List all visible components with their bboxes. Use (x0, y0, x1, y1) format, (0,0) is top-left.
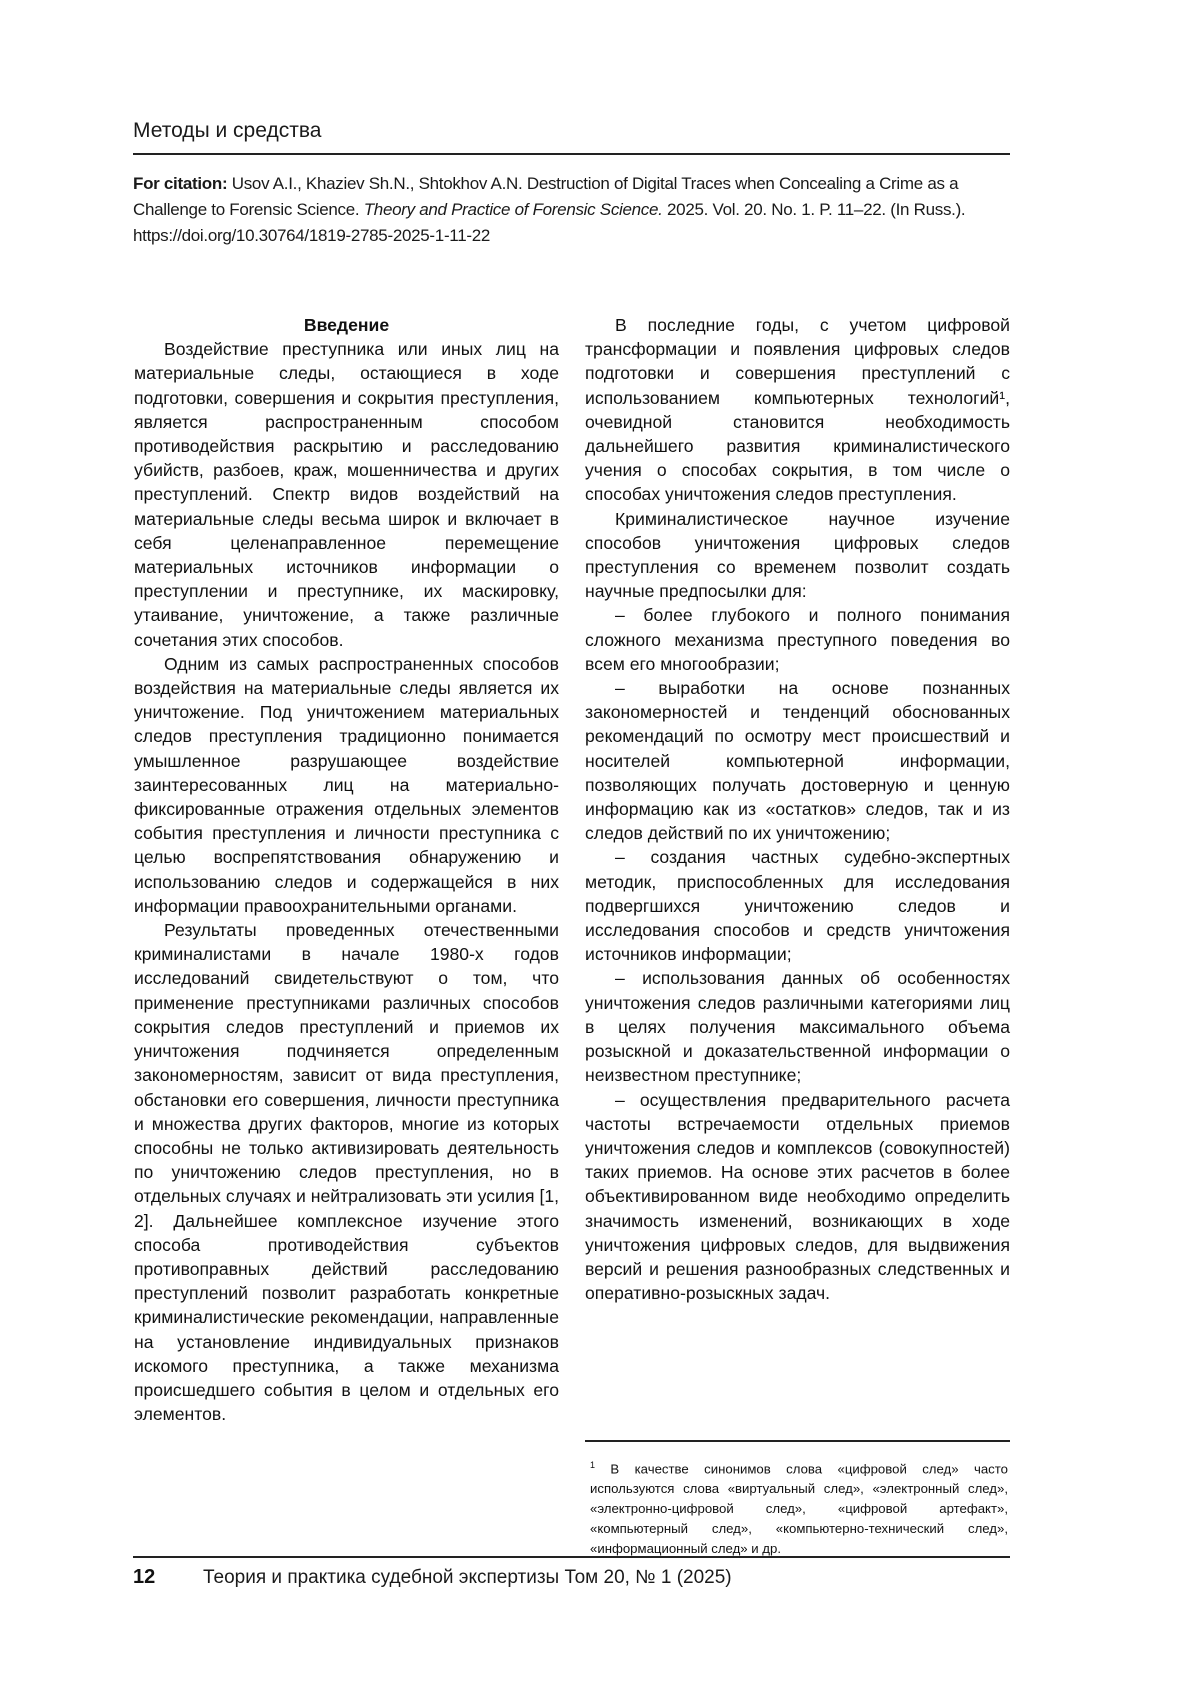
list-item: – более глубокого и полного понимания сложного механизма преступного поведения во всем его многообразии; (585, 605, 1010, 674)
citation-details: 2025. Vol. 20. No. 1. P. 11–22. (In Russ.). https://doi.org/10.30764/1819-2785-2025-1-11-22 (133, 200, 966, 245)
list-item: – осуществления предварительного расчета частоты встречаемости отдельных приемов уничтожения следов и комплексов (совокупностей) таких приемов. На основе этих расчетов в более объективированном виде необходимо определить значимость изменений, возникающих в ходе уничтожения цифровых следов, для выдвижения версий и решения разнообразных следственных и оперативно-розыскных задач. (585, 1089, 1010, 1304)
footnote-text: В качестве синонимов слова «цифровой след» часто используются слова «виртуальный след», «электронный след», «электронно-цифровой след», «цифровой артефакт», «компьютерный след», «компьютерно-технический след», «информационный след» и др. (590, 1461, 1008, 1557)
citation-journal: Theory and Practice of Forensic Science. (363, 200, 663, 219)
footnote-divider (585, 1440, 1010, 1442)
section-heading-introduction: Введение (303, 315, 390, 335)
left-column (134, 313, 559, 1426)
list-item: – создания частных судебно-экспертных методик, приспособленных для исследования подвергшихся уничтожению следов и исследования способов и средств уничтожения источников информации; (585, 847, 1010, 965)
page-number: 12 (133, 1566, 156, 1588)
footnote-mark: 1 (590, 1460, 596, 1470)
list-item: – использования данных об особенностях уничтожения следов различными категориями лиц в целях получения максимального объема розыскной и доказательственной информации о неизвестном преступнике; (585, 968, 1010, 1086)
paragraph: В последние годы, с учетом цифровой трансформации и появления цифровых следов подготовки и совершения преступлений с использованием компьютерных технологий¹, очевидной становится необходимость дальнейшего развития криминалистического учения о способах сокрытия, в том числе о способах уничтожения следов преступления. (585, 315, 1010, 505)
journal-footer: Теория и практика судебной экспертизы Том 20, № 1 (2025) (203, 1567, 732, 1588)
section-title: Методы и средства (133, 119, 322, 142)
paragraph: Одним из самых распространенных способов воздействия на материальные следы является их уничтожение. Под уничтожением материальных следов преступления традиционно понимается умышленное разрушающее воздействие заинтересованных лиц на материально-фиксированные отражения отдельных элементов события преступления и личности преступника с целью воспрепятствования обнаружению и использованию следов и содержащейся в них информации правоохранительными органами. (134, 653, 559, 916)
citation-block (133, 171, 1013, 249)
footer-divider (133, 1556, 1010, 1558)
footnote (590, 1455, 1008, 1559)
paragraph: Криминалистическое научное изучение способов уничтожения цифровых следов преступления со временем позволит создать научные предпосылки для: (585, 508, 1010, 602)
paragraph: Результаты проведенных отечественными криминалистами в начале 1980-х годов исследований свидетельствуют о том, что применение преступниками различных способов сокрытия следов преступлений и приемов их уничтожения подчиняется определенным закономерностям, зависит от вида преступления, обстановки его совершения, личности преступника и множества других факторов, многие из которых способны не только активизировать деятельность по уничтожению следов преступления, но в отдельных случаях и нейтрализовать эти усилия [1, 2]. Дальнейшее комплексное изучение этого способа противодействия субъектов противоправных действий расследованию преступлений позволит разработать конкретные криминалистические рекомендации, направленные на установление индивидуальных признаков искомого преступника, а также механизма происшедшего события в целом и отдельных его элементов. (134, 920, 559, 1425)
paragraph: Воздействие преступника или иных лиц на материальные следы, остающиеся в ходе подготовки, совершения и сокрытия преступления, является распространенным способом противодействия раскрытию и расследованию убийств, разбоев, краж, мошенничества и других преступлений. Спектр видов воздействий на материальные следы весьма широк и включает в себя целенаправленное перемещение материальных источников информации о преступлении и преступнике, их маскировку, утаивание, уничтожение, а также различные сочетания этих способов. (134, 339, 559, 650)
citation-label: For citation: (133, 174, 228, 193)
right-column (585, 313, 1010, 1305)
header-divider (133, 153, 1010, 155)
citation-authors: Usov A.I., Khaziev Sh.N., Shtokhov A.N. Destruction of Digital Traces when Concealing a Crime as a Challenge to Forensic Science. (133, 174, 959, 219)
list-item: – выработки на основе познанных закономерностей и тенденций обоснованных рекомендаций по осмотру мест происшествий и носителей компьютерной информации, позволяющих получать достоверную и ценную информацию как из «остатков» следов, так и из следов действий по их уничтожению; (585, 678, 1010, 844)
